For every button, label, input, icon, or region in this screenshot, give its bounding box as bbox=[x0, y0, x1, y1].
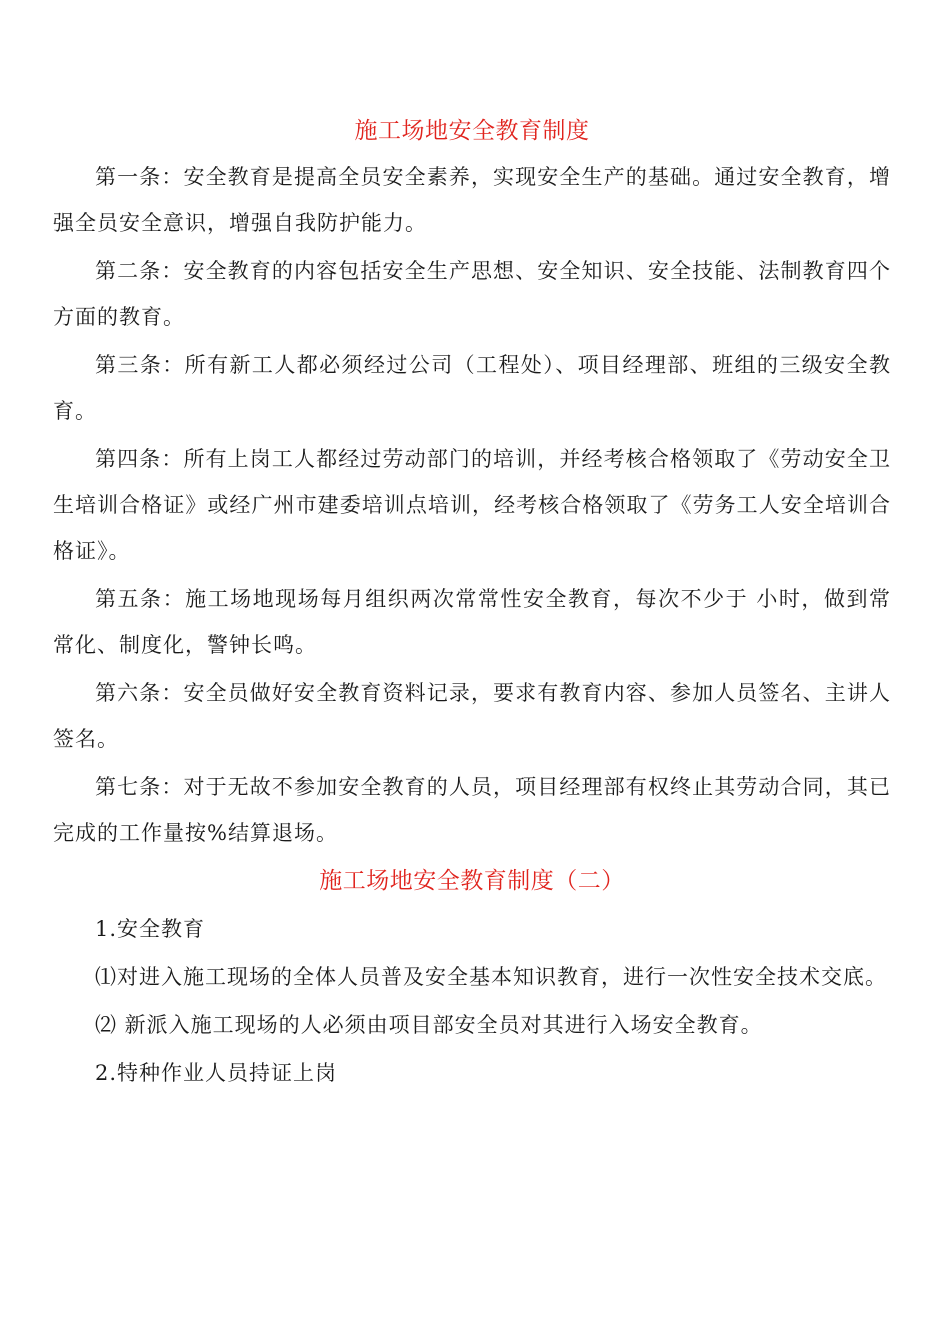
article-1: 第一条：安全教育是提高全员安全素养，实现安全生产的基础。通过安全教育，增强全员安全意识，增强自我防护能力。 bbox=[53, 165, 891, 235]
item-sub-2: ⑵ 新派入施工现场的人必须由项目部安全员对其进行入场安全教育。 bbox=[95, 1013, 763, 1037]
item-heading-2: 2.特种作业人员持证上岗 bbox=[95, 1061, 338, 1085]
item-sub-1: ⑴对进入施工现场的全体人员普及安全基本知识教育，进行一次性安全技术交底。 bbox=[95, 965, 887, 989]
item-heading-1: 1.安全教育 bbox=[95, 917, 206, 941]
section2-title: 施工场地安全教育制度（二） bbox=[319, 868, 625, 894]
article-4: 第四条：所有上岗工人都经过劳动部门的培训，并经考核合格领取了《劳动安全卫生培训合格证》或经广州市建委培训点培训，经考核合格领取了《劳务工人安全培训合格证》。 bbox=[53, 447, 891, 563]
section1-title: 施工场地安全教育制度 bbox=[354, 118, 590, 144]
article-3: 第三条：所有新工人都必须经过公司（工程处）、项目经理部、班组的三级安全教育。 bbox=[53, 353, 891, 423]
article-7: 第七条：对于无故不参加安全教育的人员，项目经理部有权终止其劳动合同，其已完成的工作量按%结算退场。 bbox=[53, 775, 891, 845]
article-2: 第二条：安全教育的内容包括安全生产思想、安全知识、安全技能、法制教育四个方面的教育。 bbox=[53, 259, 891, 329]
article-6: 第六条：安全员做好安全教育资料记录，要求有教育内容、参加人员签名、主讲人签名。 bbox=[53, 681, 891, 751]
article-5: 第五条：施工场地现场每月组织两次常常性安全教育，每次不少于 小时，做到常常化、制度化，警钟长鸣。 bbox=[53, 587, 891, 657]
document-body bbox=[53, 108, 891, 1098]
